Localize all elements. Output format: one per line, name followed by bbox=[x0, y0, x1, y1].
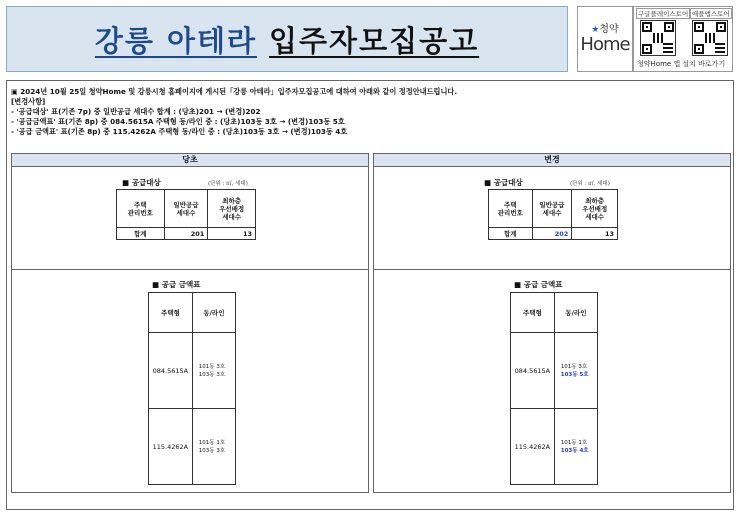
dong-line-cell bbox=[554, 333, 597, 409]
star-icon: ★ bbox=[591, 25, 600, 35]
col-housing-no: 주택 관리번호 bbox=[117, 190, 165, 228]
notice-line-change-3: - '공급 금액표' 표(기존 8p) 중 115.4262A 주택형 동/라인 중 : (당초)103동 3호 → (변경)103동 4호 bbox=[11, 127, 348, 136]
price-table-title: ■ 공급 금액표 bbox=[514, 280, 563, 289]
qr-caption: 청약Home 앱 설치 바로가기 bbox=[637, 60, 726, 68]
price-table bbox=[148, 292, 236, 485]
house-type-cell: 084.5615A bbox=[149, 333, 193, 409]
col-general-supply: 일반공급 세대수 bbox=[532, 190, 572, 228]
dong-line-b: 103동 3호 bbox=[198, 371, 226, 378]
table-row bbox=[149, 409, 236, 485]
dong-line-cell bbox=[192, 333, 235, 409]
dong-line-b: 103동 3호 bbox=[198, 447, 226, 454]
unit-label: (단위 : ㎡, 세대) bbox=[570, 181, 610, 187]
house-type-cell: 115.4262A bbox=[149, 409, 193, 485]
google-play-label: 구글플레이스토어 bbox=[638, 10, 689, 18]
before-panel bbox=[11, 153, 369, 493]
notice-text bbox=[11, 87, 457, 137]
price-table-title: ■ 공급 금액표 bbox=[152, 280, 201, 289]
page-title bbox=[95, 19, 479, 60]
notice-line-intro: ▣ 2024년 10월 25일 청약Home 및 강릉시청 홈페이지에 게시된「강릉 아테라」입주자모집공고에 대하여 아래와 같이 정정안내드립니다. bbox=[11, 87, 458, 96]
col-general-supply: 일반공급 세대수 bbox=[164, 190, 208, 228]
table-row bbox=[489, 228, 618, 240]
col-dong-line: 동/라인 bbox=[192, 293, 235, 333]
dong-line-a: 101동 1호 bbox=[560, 439, 588, 446]
title-banner bbox=[6, 6, 568, 72]
dong-line-cell bbox=[554, 409, 597, 485]
app-store-qr-icon[interactable] bbox=[692, 20, 728, 56]
lowest-floor-total: 13 bbox=[208, 228, 256, 240]
table-row bbox=[117, 228, 256, 240]
supply-target-table bbox=[116, 189, 256, 240]
before-panel-heading: 당초 bbox=[12, 154, 368, 167]
dong-line-a: 101동 1호 bbox=[198, 439, 226, 446]
notice-line-heading: [변경사항] bbox=[11, 97, 46, 106]
unit-label: (단위 : ㎡, 세대) bbox=[208, 181, 248, 187]
divider bbox=[374, 269, 730, 270]
dong-line-b-changed: 103동 4호 bbox=[560, 447, 589, 454]
app-store-label: 애플앱스토어 bbox=[692, 10, 730, 18]
title-complex-name: 강릉 아테라 bbox=[94, 23, 258, 58]
dong-line-a: 101동 3호 bbox=[198, 363, 226, 370]
col-lowest-floor: 최하층 우선배정 세대수 bbox=[572, 190, 618, 228]
col-dong-line: 동/라인 bbox=[554, 293, 597, 333]
col-lowest-floor: 최하층 우선배정 세대수 bbox=[208, 190, 256, 228]
general-supply-total: 202 bbox=[532, 228, 572, 240]
correction-notice-body bbox=[6, 80, 734, 510]
lowest-floor-total: 13 bbox=[572, 228, 618, 240]
notice-line-change-2: - '공급금액표' 표(기존 8p) 중 084.5615A 주택형 동/라인 중 : (당초)103동 3호 → (변경)103동 5호 bbox=[11, 117, 345, 126]
dong-line-cell bbox=[192, 409, 235, 485]
total-label: 합계 bbox=[117, 228, 165, 240]
col-housing-no: 주택 관리번호 bbox=[489, 190, 533, 228]
price-table bbox=[510, 292, 598, 485]
house-type-cell: 115.4262A bbox=[511, 409, 555, 485]
title-notice-type: 입주자모집공고 bbox=[269, 23, 480, 58]
dong-line-b-changed: 103동 5호 bbox=[560, 371, 589, 378]
dong-line-a: 101동 3호 bbox=[560, 363, 588, 370]
divider bbox=[12, 269, 368, 270]
after-panel-heading: 변경 bbox=[374, 154, 730, 167]
house-type-cell: 084.5615A bbox=[511, 333, 555, 409]
total-label: 합계 bbox=[489, 228, 533, 240]
col-house-type: 주택형 bbox=[149, 293, 193, 333]
cheongyak-home-logo[interactable] bbox=[577, 6, 633, 72]
supply-target-table bbox=[488, 189, 618, 240]
logo-bottom-text: Home bbox=[580, 34, 630, 55]
notice-line-change-1: - '공급대상' 표(기존 7p) 중 일반공급 세대수 합계 : (당초)201 → (변경)202 bbox=[11, 107, 261, 116]
supply-target-title: ■ 공급대상 bbox=[484, 178, 523, 187]
google-play-qr-icon[interactable] bbox=[640, 20, 676, 56]
app-qr-panel bbox=[633, 6, 733, 72]
general-supply-total: 201 bbox=[164, 228, 208, 240]
logo-top-text: 청약 bbox=[599, 24, 619, 35]
supply-target-title: ■ 공급대상 bbox=[122, 178, 161, 187]
after-panel bbox=[373, 153, 731, 493]
table-row bbox=[511, 409, 598, 485]
table-row bbox=[149, 333, 236, 409]
table-row bbox=[511, 333, 598, 409]
col-house-type: 주택형 bbox=[511, 293, 555, 333]
